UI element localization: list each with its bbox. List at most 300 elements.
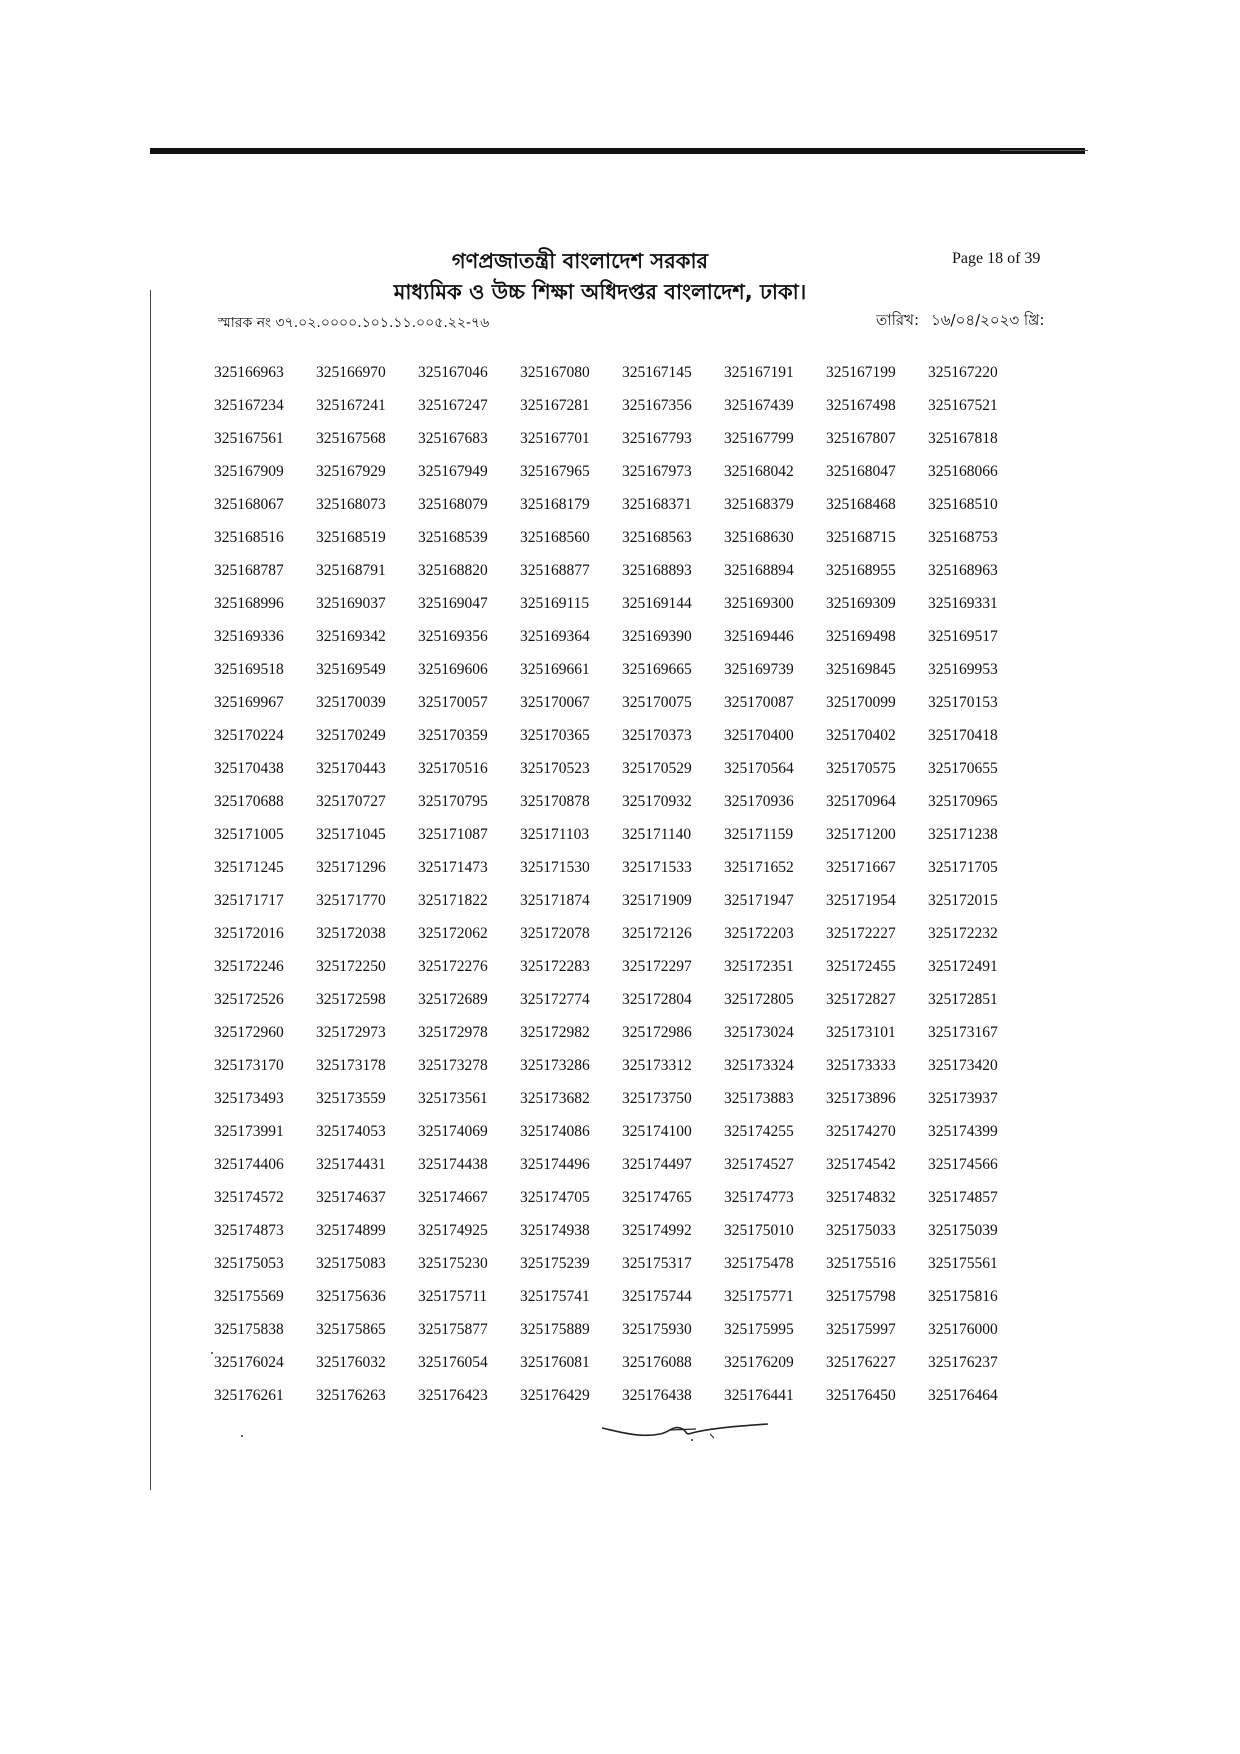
- roll-number-table: [214, 356, 1030, 1412]
- roll-number-cell: 325170087: [724, 693, 794, 711]
- roll-number-cell: 325170564: [724, 759, 794, 777]
- roll-number-cell: 325176209: [724, 1353, 794, 1371]
- roll-number-cell: 325172062: [418, 924, 488, 942]
- roll-number-cell: 325167080: [520, 363, 590, 381]
- roll-number-cell: 325170057: [418, 693, 488, 711]
- roll-number-cell: 325167199: [826, 363, 896, 381]
- roll-number-cell: 325172851: [928, 990, 998, 1008]
- table-row: [214, 620, 1030, 653]
- roll-number-cell: 325175865: [316, 1320, 386, 1338]
- roll-number-cell: 325174899: [316, 1221, 386, 1239]
- table-row: [214, 884, 1030, 917]
- roll-number-cell: 325169309: [826, 594, 896, 612]
- roll-number-cell: 325174100: [622, 1122, 692, 1140]
- roll-number-cell: 325175039: [928, 1221, 998, 1239]
- roll-number-cell: 325175877: [418, 1320, 488, 1338]
- roll-number-cell: 325173286: [520, 1056, 590, 1074]
- letterhead: [0, 246, 1240, 308]
- roll-number-cell: 325172774: [520, 990, 590, 1008]
- roll-number-cell: 325174705: [520, 1188, 590, 1206]
- roll-number-cell: 325172827: [826, 990, 896, 1008]
- roll-number-cell: 325171909: [622, 891, 692, 909]
- roll-number-cell: 325167356: [622, 396, 692, 414]
- roll-number-cell: 325167191: [724, 363, 794, 381]
- roll-number-cell: 325167683: [418, 429, 488, 447]
- roll-number-cell: 325172689: [418, 990, 488, 1008]
- roll-number-cell: 325169953: [928, 660, 998, 678]
- roll-number-cell: 325169606: [418, 660, 488, 678]
- roll-number-cell: 325172038: [316, 924, 386, 942]
- table-row: [214, 752, 1030, 785]
- roll-number-table-body: [214, 356, 1030, 1412]
- top-rule-thin: [1000, 150, 1088, 151]
- table-row: [214, 1280, 1030, 1313]
- roll-number-cell: 325171652: [724, 858, 794, 876]
- roll-number-cell: 325167561: [214, 429, 284, 447]
- roll-number-cell: 325168560: [520, 528, 590, 546]
- roll-number-cell: 325168963: [928, 561, 998, 579]
- roll-number-cell: 325170359: [418, 726, 488, 744]
- roll-number-cell: 325171045: [316, 825, 386, 843]
- roll-number-cell: 325175889: [520, 1320, 590, 1338]
- roll-number-cell: 325176450: [826, 1386, 896, 1404]
- roll-number-cell: 325175561: [928, 1254, 998, 1272]
- roll-number-cell: 325175569: [214, 1287, 284, 1305]
- roll-number-cell: 325168079: [418, 495, 488, 513]
- roll-number-cell: 325168787: [214, 561, 284, 579]
- roll-number-cell: 325176032: [316, 1353, 386, 1371]
- roll-number-cell: 325175053: [214, 1254, 284, 1272]
- roll-number-cell: 325168563: [622, 528, 692, 546]
- roll-number-cell: 325172982: [520, 1023, 590, 1041]
- roll-number-cell: 325170965: [928, 792, 998, 810]
- table-row: [214, 554, 1030, 587]
- table-row: [214, 1148, 1030, 1181]
- table-row: [214, 983, 1030, 1016]
- roll-number-cell: 325169549: [316, 660, 386, 678]
- roll-number-cell: 325172283: [520, 957, 590, 975]
- roll-number-cell: 325167281: [520, 396, 590, 414]
- roll-number-cell: 325173333: [826, 1056, 896, 1074]
- roll-number-cell: 325166970: [316, 363, 386, 381]
- roll-number-cell: 325172016: [214, 924, 284, 942]
- roll-number-cell: 325172598: [316, 990, 386, 1008]
- roll-number-cell: 325174572: [214, 1188, 284, 1206]
- left-margin-line: [150, 290, 151, 1490]
- roll-number-cell: 325171667: [826, 858, 896, 876]
- roll-number-cell: 325169300: [724, 594, 794, 612]
- roll-number-cell: 325168047: [826, 462, 896, 480]
- roll-number-cell: 325171245: [214, 858, 284, 876]
- roll-number-cell: 325167046: [418, 363, 488, 381]
- roll-number-cell: 325167234: [214, 396, 284, 414]
- roll-number-cell: 325173559: [316, 1089, 386, 1107]
- roll-number-cell: 325168042: [724, 462, 794, 480]
- roll-number-cell: 325172805: [724, 990, 794, 1008]
- roll-number-cell: 325169115: [520, 594, 590, 612]
- roll-number-cell: 325169144: [622, 594, 692, 612]
- roll-number-cell: 325174992: [622, 1221, 692, 1239]
- roll-number-cell: 325169356: [418, 627, 488, 645]
- roll-number-cell: 325174399: [928, 1122, 998, 1140]
- roll-number-cell: 325169342: [316, 627, 386, 645]
- roll-number-cell: 325170153: [928, 693, 998, 711]
- stray-mark: [241, 1435, 243, 1437]
- roll-number-cell: 325172276: [418, 957, 488, 975]
- table-row: [214, 950, 1030, 983]
- roll-number-cell: 325171822: [418, 891, 488, 909]
- roll-number-cell: 325174069: [418, 1122, 488, 1140]
- roll-number-cell: 325176054: [418, 1353, 488, 1371]
- roll-number-cell: 325168715: [826, 528, 896, 546]
- roll-number-cell: 325172232: [928, 924, 998, 942]
- roll-number-cell: 325171533: [622, 858, 692, 876]
- roll-number-cell: 325172455: [826, 957, 896, 975]
- roll-number-cell: 325174637: [316, 1188, 386, 1206]
- roll-number-cell: 325175798: [826, 1287, 896, 1305]
- roll-number-cell: 325174765: [622, 1188, 692, 1206]
- government-title: গণপ্রজাতন্ত্রী বাংলাদেশ সরকার: [451, 249, 709, 273]
- roll-number-cell: 325173991: [214, 1122, 284, 1140]
- roll-number-cell: 325176464: [928, 1386, 998, 1404]
- roll-number-cell: 325176081: [520, 1353, 590, 1371]
- roll-number-cell: 325174406: [214, 1155, 284, 1173]
- roll-number-cell: 325172491: [928, 957, 998, 975]
- roll-number-cell: 325171200: [826, 825, 896, 843]
- roll-number-cell: 325167247: [418, 396, 488, 414]
- roll-number-cell: 325170067: [520, 693, 590, 711]
- roll-number-cell: 325174938: [520, 1221, 590, 1239]
- roll-number-cell: 325170655: [928, 759, 998, 777]
- roll-number-cell: 325167949: [418, 462, 488, 480]
- roll-number-cell: 325168630: [724, 528, 794, 546]
- roll-number-cell: 325171087: [418, 825, 488, 843]
- roll-number-cell: 325175230: [418, 1254, 488, 1272]
- roll-number-cell: 325174496: [520, 1155, 590, 1173]
- roll-number-cell: 325171954: [826, 891, 896, 909]
- roll-number-cell: 325167521: [928, 396, 998, 414]
- roll-number-cell: 325169498: [826, 627, 896, 645]
- roll-number-cell: 325171238: [928, 825, 998, 843]
- roll-number-cell: 325175010: [724, 1221, 794, 1239]
- roll-number-cell: 325171717: [214, 891, 284, 909]
- roll-number-cell: 325172126: [622, 924, 692, 942]
- roll-number-cell: 325173561: [418, 1089, 488, 1107]
- roll-number-cell: 325170529: [622, 759, 692, 777]
- roll-number-cell: 325170878: [520, 792, 590, 810]
- roll-number-cell: 325167909: [214, 462, 284, 480]
- roll-number-cell: 325173937: [928, 1089, 998, 1107]
- roll-number-cell: 325169665: [622, 660, 692, 678]
- roll-number-cell: 325168955: [826, 561, 896, 579]
- roll-number-cell: 325175838: [214, 1320, 284, 1338]
- roll-number-cell: 325176423: [418, 1386, 488, 1404]
- roll-number-cell: 325171159: [724, 825, 794, 843]
- roll-number-cell: 325168516: [214, 528, 284, 546]
- roll-number-cell: 325167439: [724, 396, 794, 414]
- roll-number-cell: 325176000: [928, 1320, 998, 1338]
- roll-number-cell: 325173278: [418, 1056, 488, 1074]
- roll-number-cell: 325167145: [622, 363, 692, 381]
- roll-number-cell: 325168468: [826, 495, 896, 513]
- signature: [600, 1418, 770, 1453]
- roll-number-cell: 325167799: [724, 429, 794, 447]
- roll-number-cell: 325173493: [214, 1089, 284, 1107]
- roll-number-cell: 325171770: [316, 891, 386, 909]
- roll-number-cell: 325176429: [520, 1386, 590, 1404]
- roll-number-cell: 325173324: [724, 1056, 794, 1074]
- roll-number-cell: 325171103: [520, 825, 590, 843]
- table-row: [214, 917, 1030, 950]
- roll-number-cell: 325172078: [520, 924, 590, 942]
- roll-number-cell: 325175033: [826, 1221, 896, 1239]
- roll-number-cell: 325169390: [622, 627, 692, 645]
- roll-number-cell: 325169446: [724, 627, 794, 645]
- roll-number-cell: 325172250: [316, 957, 386, 975]
- table-row: [214, 1346, 1030, 1379]
- roll-number-cell: 325169518: [214, 660, 284, 678]
- roll-number-cell: 325170418: [928, 726, 998, 744]
- roll-number-cell: 325167973: [622, 462, 692, 480]
- top-rule: [150, 148, 1085, 154]
- table-row: [214, 785, 1030, 818]
- roll-number-cell: 325173750: [622, 1089, 692, 1107]
- roll-number-cell: 325172973: [316, 1023, 386, 1041]
- roll-number-cell: 325170688: [214, 792, 284, 810]
- roll-number-cell: 325175083: [316, 1254, 386, 1272]
- table-row: [214, 1214, 1030, 1247]
- roll-number-cell: 325175995: [724, 1320, 794, 1338]
- roll-number-cell: 325174566: [928, 1155, 998, 1173]
- roll-number-cell: 325168996: [214, 594, 284, 612]
- roll-number-cell: 325169364: [520, 627, 590, 645]
- roll-number-cell: 325172227: [826, 924, 896, 942]
- roll-number-cell: 325176441: [724, 1386, 794, 1404]
- roll-number-cell: 325167807: [826, 429, 896, 447]
- roll-number-cell: 325173178: [316, 1056, 386, 1074]
- roll-number-cell: 325175516: [826, 1254, 896, 1272]
- roll-number-cell: 325174857: [928, 1188, 998, 1206]
- roll-number-cell: 325168519: [316, 528, 386, 546]
- roll-number-cell: 325168820: [418, 561, 488, 579]
- roll-number-cell: 325175771: [724, 1287, 794, 1305]
- roll-number-cell: 325172246: [214, 957, 284, 975]
- roll-number-cell: 325174270: [826, 1122, 896, 1140]
- roll-number-cell: 325171005: [214, 825, 284, 843]
- table-row: [214, 455, 1030, 488]
- roll-number-cell: 325175636: [316, 1287, 386, 1305]
- roll-number-cell: 325172015: [928, 891, 998, 909]
- roll-number-cell: 325168539: [418, 528, 488, 546]
- roll-number-cell: 325175711: [418, 1287, 488, 1305]
- roll-number-cell: 325168067: [214, 495, 284, 513]
- table-row: [214, 719, 1030, 752]
- roll-number-cell: 325172351: [724, 957, 794, 975]
- roll-number-cell: 325170516: [418, 759, 488, 777]
- roll-number-cell: 325173024: [724, 1023, 794, 1041]
- roll-number-cell: 325176263: [316, 1386, 386, 1404]
- roll-number-cell: 325174086: [520, 1122, 590, 1140]
- roll-number-cell: 325168510: [928, 495, 998, 513]
- roll-number-cell: 325174925: [418, 1221, 488, 1239]
- roll-number-cell: 325174832: [826, 1188, 896, 1206]
- roll-number-cell: 325176024: [214, 1353, 284, 1371]
- roll-number-cell: 325173883: [724, 1089, 794, 1107]
- roll-number-cell: 325170365: [520, 726, 590, 744]
- roll-number-cell: 325170443: [316, 759, 386, 777]
- roll-number-cell: 325171947: [724, 891, 794, 909]
- roll-number-cell: 325172203: [724, 924, 794, 942]
- roll-number-cell: 325168753: [928, 528, 998, 546]
- table-row: [214, 1049, 1030, 1082]
- roll-number-cell: 325173682: [520, 1089, 590, 1107]
- roll-number-cell: 325172986: [622, 1023, 692, 1041]
- table-row: [214, 587, 1030, 620]
- table-row: [214, 521, 1030, 554]
- roll-number-cell: 325173170: [214, 1056, 284, 1074]
- roll-number-cell: 325173312: [622, 1056, 692, 1074]
- roll-number-cell: 325172960: [214, 1023, 284, 1041]
- table-row: [214, 1181, 1030, 1214]
- signature-scribble: [600, 1418, 770, 1448]
- roll-number-cell: 325175930: [622, 1320, 692, 1338]
- table-row: [214, 653, 1030, 686]
- roll-number-cell: 325170523: [520, 759, 590, 777]
- date-value: ১৬/০৪/২০২৩ খ্রি:: [931, 311, 1045, 329]
- roll-number-cell: 325170075: [622, 693, 692, 711]
- roll-number-cell: 325174873: [214, 1221, 284, 1239]
- roll-number-cell: 325168877: [520, 561, 590, 579]
- roll-number-cell: 325168179: [520, 495, 590, 513]
- table-row: [214, 422, 1030, 455]
- roll-number-cell: 325171296: [316, 858, 386, 876]
- roll-number-cell: 325170438: [214, 759, 284, 777]
- roll-number-cell: 325167929: [316, 462, 386, 480]
- roll-number-cell: 325168791: [316, 561, 386, 579]
- roll-number-cell: 325167498: [826, 396, 896, 414]
- roll-number-cell: 325171874: [520, 891, 590, 909]
- roll-number-cell: 325170575: [826, 759, 896, 777]
- roll-number-cell: 325168073: [316, 495, 386, 513]
- roll-number-cell: 325174255: [724, 1122, 794, 1140]
- roll-number-cell: 325166963: [214, 363, 284, 381]
- roll-number-cell: 325168894: [724, 561, 794, 579]
- roll-number-cell: 325167568: [316, 429, 386, 447]
- roll-number-cell: 325174497: [622, 1155, 692, 1173]
- roll-number-cell: 325171140: [622, 825, 692, 843]
- roll-number-cell: 325174542: [826, 1155, 896, 1173]
- roll-number-cell: 325170402: [826, 726, 896, 744]
- roll-number-cell: 325172297: [622, 957, 692, 975]
- table-row: [214, 1247, 1030, 1280]
- roll-number-cell: 325167701: [520, 429, 590, 447]
- roll-number-cell: 325173101: [826, 1023, 896, 1041]
- roll-number-cell: 325168371: [622, 495, 692, 513]
- roll-number-cell: 325172978: [418, 1023, 488, 1041]
- roll-number-cell: 325169661: [520, 660, 590, 678]
- roll-number-cell: 325174053: [316, 1122, 386, 1140]
- table-row: [214, 356, 1030, 389]
- roll-number-cell: 325175239: [520, 1254, 590, 1272]
- table-row: [214, 686, 1030, 719]
- roll-number-cell: 325175816: [928, 1287, 998, 1305]
- roll-number-cell: 325167818: [928, 429, 998, 447]
- stray-mark: [211, 1352, 213, 1354]
- roll-number-cell: 325176261: [214, 1386, 284, 1404]
- roll-number-cell: 325169047: [418, 594, 488, 612]
- roll-number-cell: 325170373: [622, 726, 692, 744]
- table-row: [214, 1016, 1030, 1049]
- roll-number-cell: 325170964: [826, 792, 896, 810]
- roll-number-cell: 325169517: [928, 627, 998, 645]
- roll-number-cell: 325169845: [826, 660, 896, 678]
- roll-number-cell: 325170936: [724, 792, 794, 810]
- roll-number-cell: 325175478: [724, 1254, 794, 1272]
- roll-number-cell: 325175317: [622, 1254, 692, 1272]
- roll-number-cell: 325170099: [826, 693, 896, 711]
- roll-number-cell: 325167793: [622, 429, 692, 447]
- roll-number-cell: 325169037: [316, 594, 386, 612]
- roll-number-cell: 325167220: [928, 363, 998, 381]
- roll-number-cell: 325169967: [214, 693, 284, 711]
- table-row: [214, 1313, 1030, 1346]
- table-row: [214, 1082, 1030, 1115]
- roll-number-cell: 325169331: [928, 594, 998, 612]
- table-row: [214, 389, 1030, 422]
- memo-number: স্মারক নং ৩৭.০২.০০০০.১০১.১১.০০৫.২২-৭৬: [218, 315, 490, 331]
- roll-number-cell: 325173896: [826, 1089, 896, 1107]
- roll-number-cell: 325176438: [622, 1386, 692, 1404]
- date-label: তারিখ:: [876, 311, 920, 329]
- table-row: [214, 851, 1030, 884]
- date-block: [876, 309, 1044, 334]
- roll-number-cell: 325170932: [622, 792, 692, 810]
- roll-number-cell: 325168893: [622, 561, 692, 579]
- roll-number-cell: 325168066: [928, 462, 998, 480]
- roll-number-cell: 325176237: [928, 1353, 998, 1371]
- roll-number-cell: 325168379: [724, 495, 794, 513]
- roll-number-cell: 325172804: [622, 990, 692, 1008]
- roll-number-cell: 325175744: [622, 1287, 692, 1305]
- roll-number-cell: 325170795: [418, 792, 488, 810]
- roll-number-cell: 325170039: [316, 693, 386, 711]
- roll-number-cell: 325176088: [622, 1353, 692, 1371]
- table-row: [214, 818, 1030, 851]
- roll-number-cell: 325174431: [316, 1155, 386, 1173]
- table-row: [214, 1115, 1030, 1148]
- roll-number-cell: 325174773: [724, 1188, 794, 1206]
- directorate-title: মাধ্যমিক ও উচ্চ শিক্ষা অধিদপ্তর বাংলাদেশ, ঢাকা।: [393, 280, 807, 304]
- roll-number-cell: 325170727: [316, 792, 386, 810]
- roll-number-cell: 325176227: [826, 1353, 896, 1371]
- roll-number-cell: 325167241: [316, 396, 386, 414]
- roll-number-cell: 325174438: [418, 1155, 488, 1173]
- roll-number-cell: 325172526: [214, 990, 284, 1008]
- roll-number-cell: 325173420: [928, 1056, 998, 1074]
- roll-number-cell: 325169739: [724, 660, 794, 678]
- roll-number-cell: 325174667: [418, 1188, 488, 1206]
- roll-number-cell: 325171530: [520, 858, 590, 876]
- roll-number-cell: 325175741: [520, 1287, 590, 1305]
- roll-number-cell: 325167965: [520, 462, 590, 480]
- roll-number-cell: 325175997: [826, 1320, 896, 1338]
- roll-number-cell: 325170224: [214, 726, 284, 744]
- roll-number-cell: 325173167: [928, 1023, 998, 1041]
- table-row: [214, 1379, 1030, 1412]
- roll-number-cell: 325170249: [316, 726, 386, 744]
- roll-number-cell: 325170400: [724, 726, 794, 744]
- roll-number-cell: 325174527: [724, 1155, 794, 1173]
